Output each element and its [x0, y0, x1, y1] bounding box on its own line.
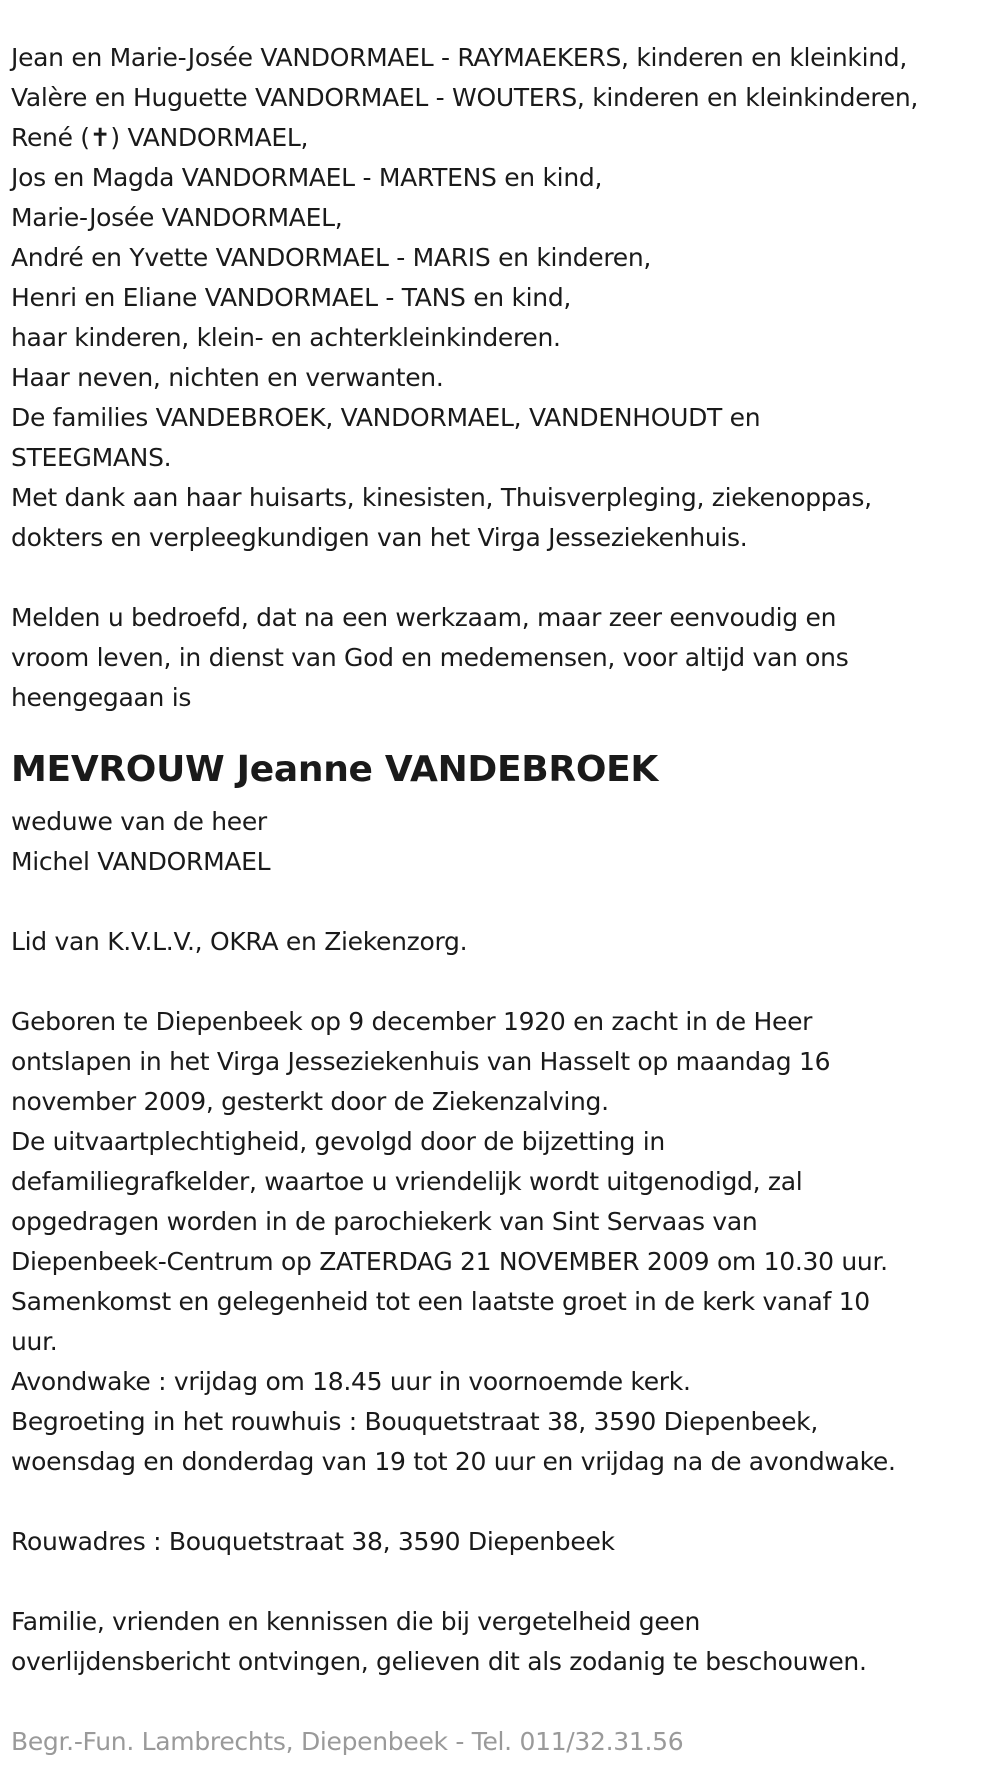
- closing-line: overlijdensbericht ontvingen, gelieven dit als zodanig te beschouwen.: [11, 1647, 867, 1676]
- details-line: Diepenbeek-Centrum op ZATERDAG 21 NOVEMBER 2009 om 10.30 uur.: [11, 1247, 888, 1276]
- spacer: [11, 1482, 996, 1522]
- details-line: november 2009, gesterkt door de Ziekenzalving.: [11, 1087, 609, 1116]
- announcement-line: Melden u bedroefd, dat na een werkzaam, maar zeer eenvoudig en: [11, 603, 837, 632]
- details-section: [11, 1002, 996, 1482]
- spacer: [11, 1562, 996, 1602]
- spacer: [11, 882, 996, 922]
- announcement-line: heengegaan is: [11, 683, 192, 712]
- family-line: Marie-Josée VANDORMAEL,: [11, 203, 343, 232]
- details-line: defamiliegrafkelder, waartoe u vriendelijk wordt uitgenodigd, zal: [11, 1167, 803, 1196]
- family-line: STEEGMANS.: [11, 443, 172, 472]
- membership-line: Lid van K.V.L.V., OKRA en Ziekenzorg.: [11, 927, 468, 956]
- details-line: Samenkomst en gelegenheid tot een laatste groet in de kerk vanaf 10: [11, 1287, 870, 1316]
- family-line: dokters en verpleegkundigen van het Virga Jesseziekenhuis.: [11, 523, 748, 552]
- details-line: De uitvaartplechtigheid, gevolgd door de bijzetting in: [11, 1127, 665, 1156]
- family-line: Met dank aan haar huisarts, kinesisten, Thuisverpleging, ziekenoppas,: [11, 483, 872, 512]
- spacer: [11, 1682, 996, 1722]
- family-line: De families VANDEBROEK, VANDORMAEL, VANDENHOUDT en: [11, 403, 761, 432]
- mourning-address: Rouwadres : Bouquetstraat 38, 3590 Diepenbeek: [11, 1527, 615, 1556]
- family-section: [11, 38, 996, 558]
- family-line: René (✝) VANDORMAEL,: [11, 123, 309, 152]
- closing-line: Familie, vrienden en kennissen die bij vergetelheid geen: [11, 1607, 701, 1636]
- family-line: haar kinderen, klein- en achterkleinkinderen.: [11, 323, 561, 352]
- funeral-director-footer: Begr.-Fun. Lambrechts, Diepenbeek - Tel. 011/32.31.56: [11, 1727, 684, 1756]
- announcement-line: vroom leven, in dienst van God en medemensen, voor altijd van ons: [11, 643, 849, 672]
- closing-section: [11, 1602, 996, 1682]
- details-line: Geboren te Diepenbeek op 9 december 1920 en zacht in de Heer: [11, 1007, 813, 1036]
- widow-line: weduwe van de heer: [11, 807, 267, 836]
- announcement-section: [11, 598, 996, 718]
- details-line: opgedragen worden in de parochiekerk van Sint Servaas van: [11, 1207, 758, 1236]
- spacer: [11, 718, 996, 738]
- deceased-name: MEVROUW Jeanne VANDEBROEK: [11, 749, 659, 790]
- family-line: Jos en Magda VANDORMAEL - MARTENS en kind,: [11, 163, 603, 192]
- family-line: Henri en Eliane VANDORMAEL - TANS en kind,: [11, 283, 572, 312]
- details-line: Begroeting in het rouwhuis : Bouquetstraat 38, 3590 Diepenbeek,: [11, 1407, 819, 1436]
- family-line: André en Yvette VANDORMAEL - MARIS en kinderen,: [11, 243, 652, 272]
- obituary-notice: [11, 38, 996, 1762]
- details-line: ontslapen in het Virga Jesseziekenhuis van Hasselt op maandag 16: [11, 1047, 831, 1076]
- family-line: Valère en Huguette VANDORMAEL - WOUTERS, kinderen en kleinkinderen,: [11, 83, 919, 112]
- details-line: uur.: [11, 1327, 58, 1356]
- details-line: woensdag en donderdag van 19 tot 20 uur en vrijdag na de avondwake.: [11, 1447, 896, 1476]
- widow-line: Michel VANDORMAEL: [11, 847, 271, 876]
- details-line: Avondwake : vrijdag om 18.45 uur in voornoemde kerk.: [11, 1367, 691, 1396]
- family-line: Jean en Marie-Josée VANDORMAEL - RAYMAEKERS, kinderen en kleinkind,: [11, 43, 908, 72]
- family-line: Haar neven, nichten en verwanten.: [11, 363, 444, 392]
- spacer: [11, 962, 996, 1002]
- spacer: [11, 558, 996, 598]
